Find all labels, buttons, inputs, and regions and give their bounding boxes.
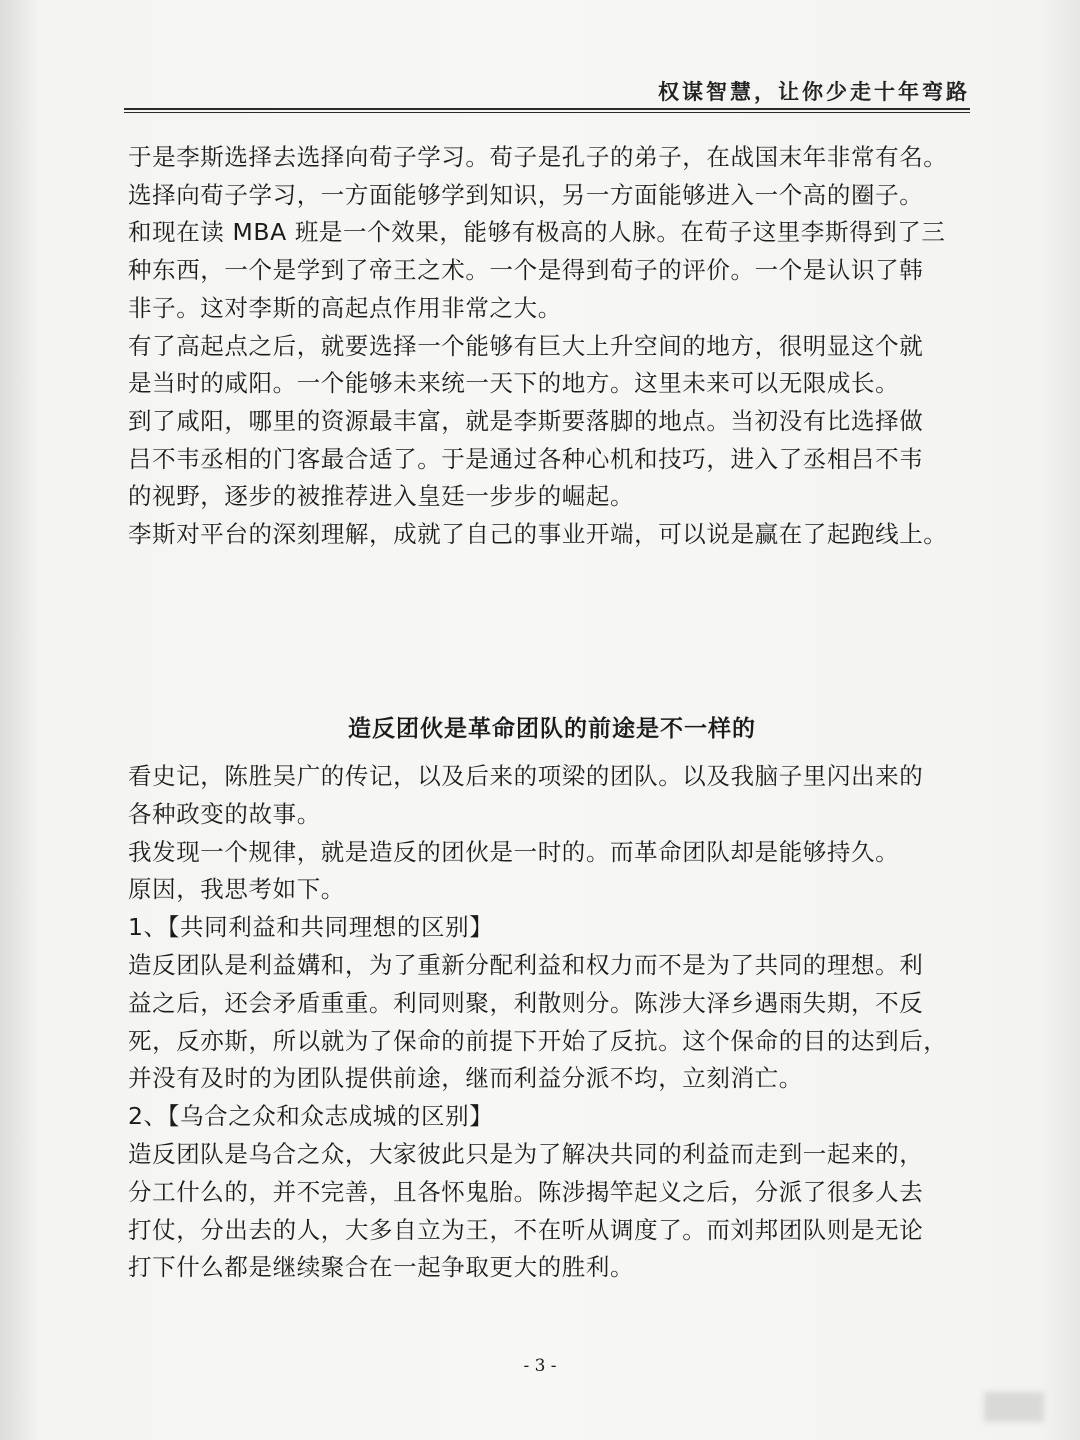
- body-line: 选择向荀子学习，一方面能够学到知识，另一方面能够进入一个高的圈子。: [128, 180, 924, 209]
- section-text: [128, 758, 976, 1287]
- section-line: 原因，我思考如下。: [128, 875, 345, 904]
- body-line: 有了高起点之后，就要选择一个能够有巨大上升空间的地方，很明显这个就: [128, 331, 924, 360]
- body-line: 于是李斯选择去选择向荀子学习。荀子是孔子的弟子，在战国末年非常有名。: [128, 143, 948, 171]
- body-text: [128, 139, 976, 554]
- body-line: 吕不韦丞相的门客最合适了。于是通过各种心机和技巧，进入了丞相吕不韦: [128, 444, 924, 473]
- section-line: 看史记，陈胜吴广的传记，以及后来的项梁的团队。以及我脑子里闪出来的: [128, 762, 924, 790]
- section-line: 打下什么都是继续聚合在一起争取更大的胜利。: [128, 1253, 635, 1282]
- section-heading: 造反团伙是革命团队的前途是不一样的: [348, 716, 756, 742]
- body-line: 的视野，逐步的被推荐进入皇廷一步步的崛起。: [128, 482, 635, 511]
- section-line: 益之后，还会矛盾重重。利同则聚，利散则分。陈涉大泽乡遇雨失期，不反: [128, 988, 924, 1017]
- section-line: 打仗，分出去的人，大多自立为王，不在听从调度了。而刘邦团队则是无论: [128, 1215, 924, 1244]
- section-line: 分工什么的，并不完善，且各怀鬼胎。陈涉揭竿起义之后，分派了很多人去: [128, 1177, 924, 1206]
- body-line: 非子。这对李斯的高起点作用非常之大。: [128, 293, 562, 322]
- section-line: 各种政变的故事。: [128, 799, 321, 828]
- page-number: - 3 -: [523, 1356, 557, 1376]
- header-rule: [124, 108, 970, 113]
- body-line: 李斯对平台的深刻理解，成就了自己的事业开端，可以说是赢在了起跑线上。: [128, 520, 948, 549]
- section-subheading: 2、【乌合之众和众志成城的区别】: [128, 1102, 494, 1131]
- section-line: 我发现一个规律，就是造反的团伙是一时的。而革命团队却是能够持久。: [128, 837, 900, 866]
- scan-smudge: [984, 1392, 1044, 1422]
- section-line: 造反团队是乌合之众，大家彼此只是为了解决共同的利益而走到一起来的，: [128, 1139, 924, 1168]
- body-line: 是当时的咸阳。一个能够未来统一天下的地方。这里未来可以无限成长。: [128, 369, 900, 398]
- section-line: 并没有及时的为团队提供前途，继而利益分派不均，立刻消亡。: [128, 1064, 803, 1093]
- running-header-title: 权谋智慧，让你少走十年弯路: [658, 79, 970, 104]
- body-line: 和现在读 MBA 班是一个效果，能够有极高的人脉。在荀子这里李斯得到了三: [128, 218, 946, 247]
- body-line: 到了咸阳，哪里的资源最丰富，就是李斯要落脚的地点。当初没有比选择做: [128, 406, 924, 435]
- body-line: 种东西，一个是学到了帝王之术。一个是得到荀子的评价。一个是认识了韩: [128, 256, 924, 285]
- section-line: 死，反亦斯，所以就为了保命的前提下开始了反抗。这个保命的目的达到后，: [128, 1026, 948, 1055]
- section-subheading: 1、【共同利益和共同理想的区别】: [128, 913, 494, 942]
- section-line: 造反团队是利益媾和，为了重新分配利益和权力而不是为了共同的理想。利: [128, 950, 924, 979]
